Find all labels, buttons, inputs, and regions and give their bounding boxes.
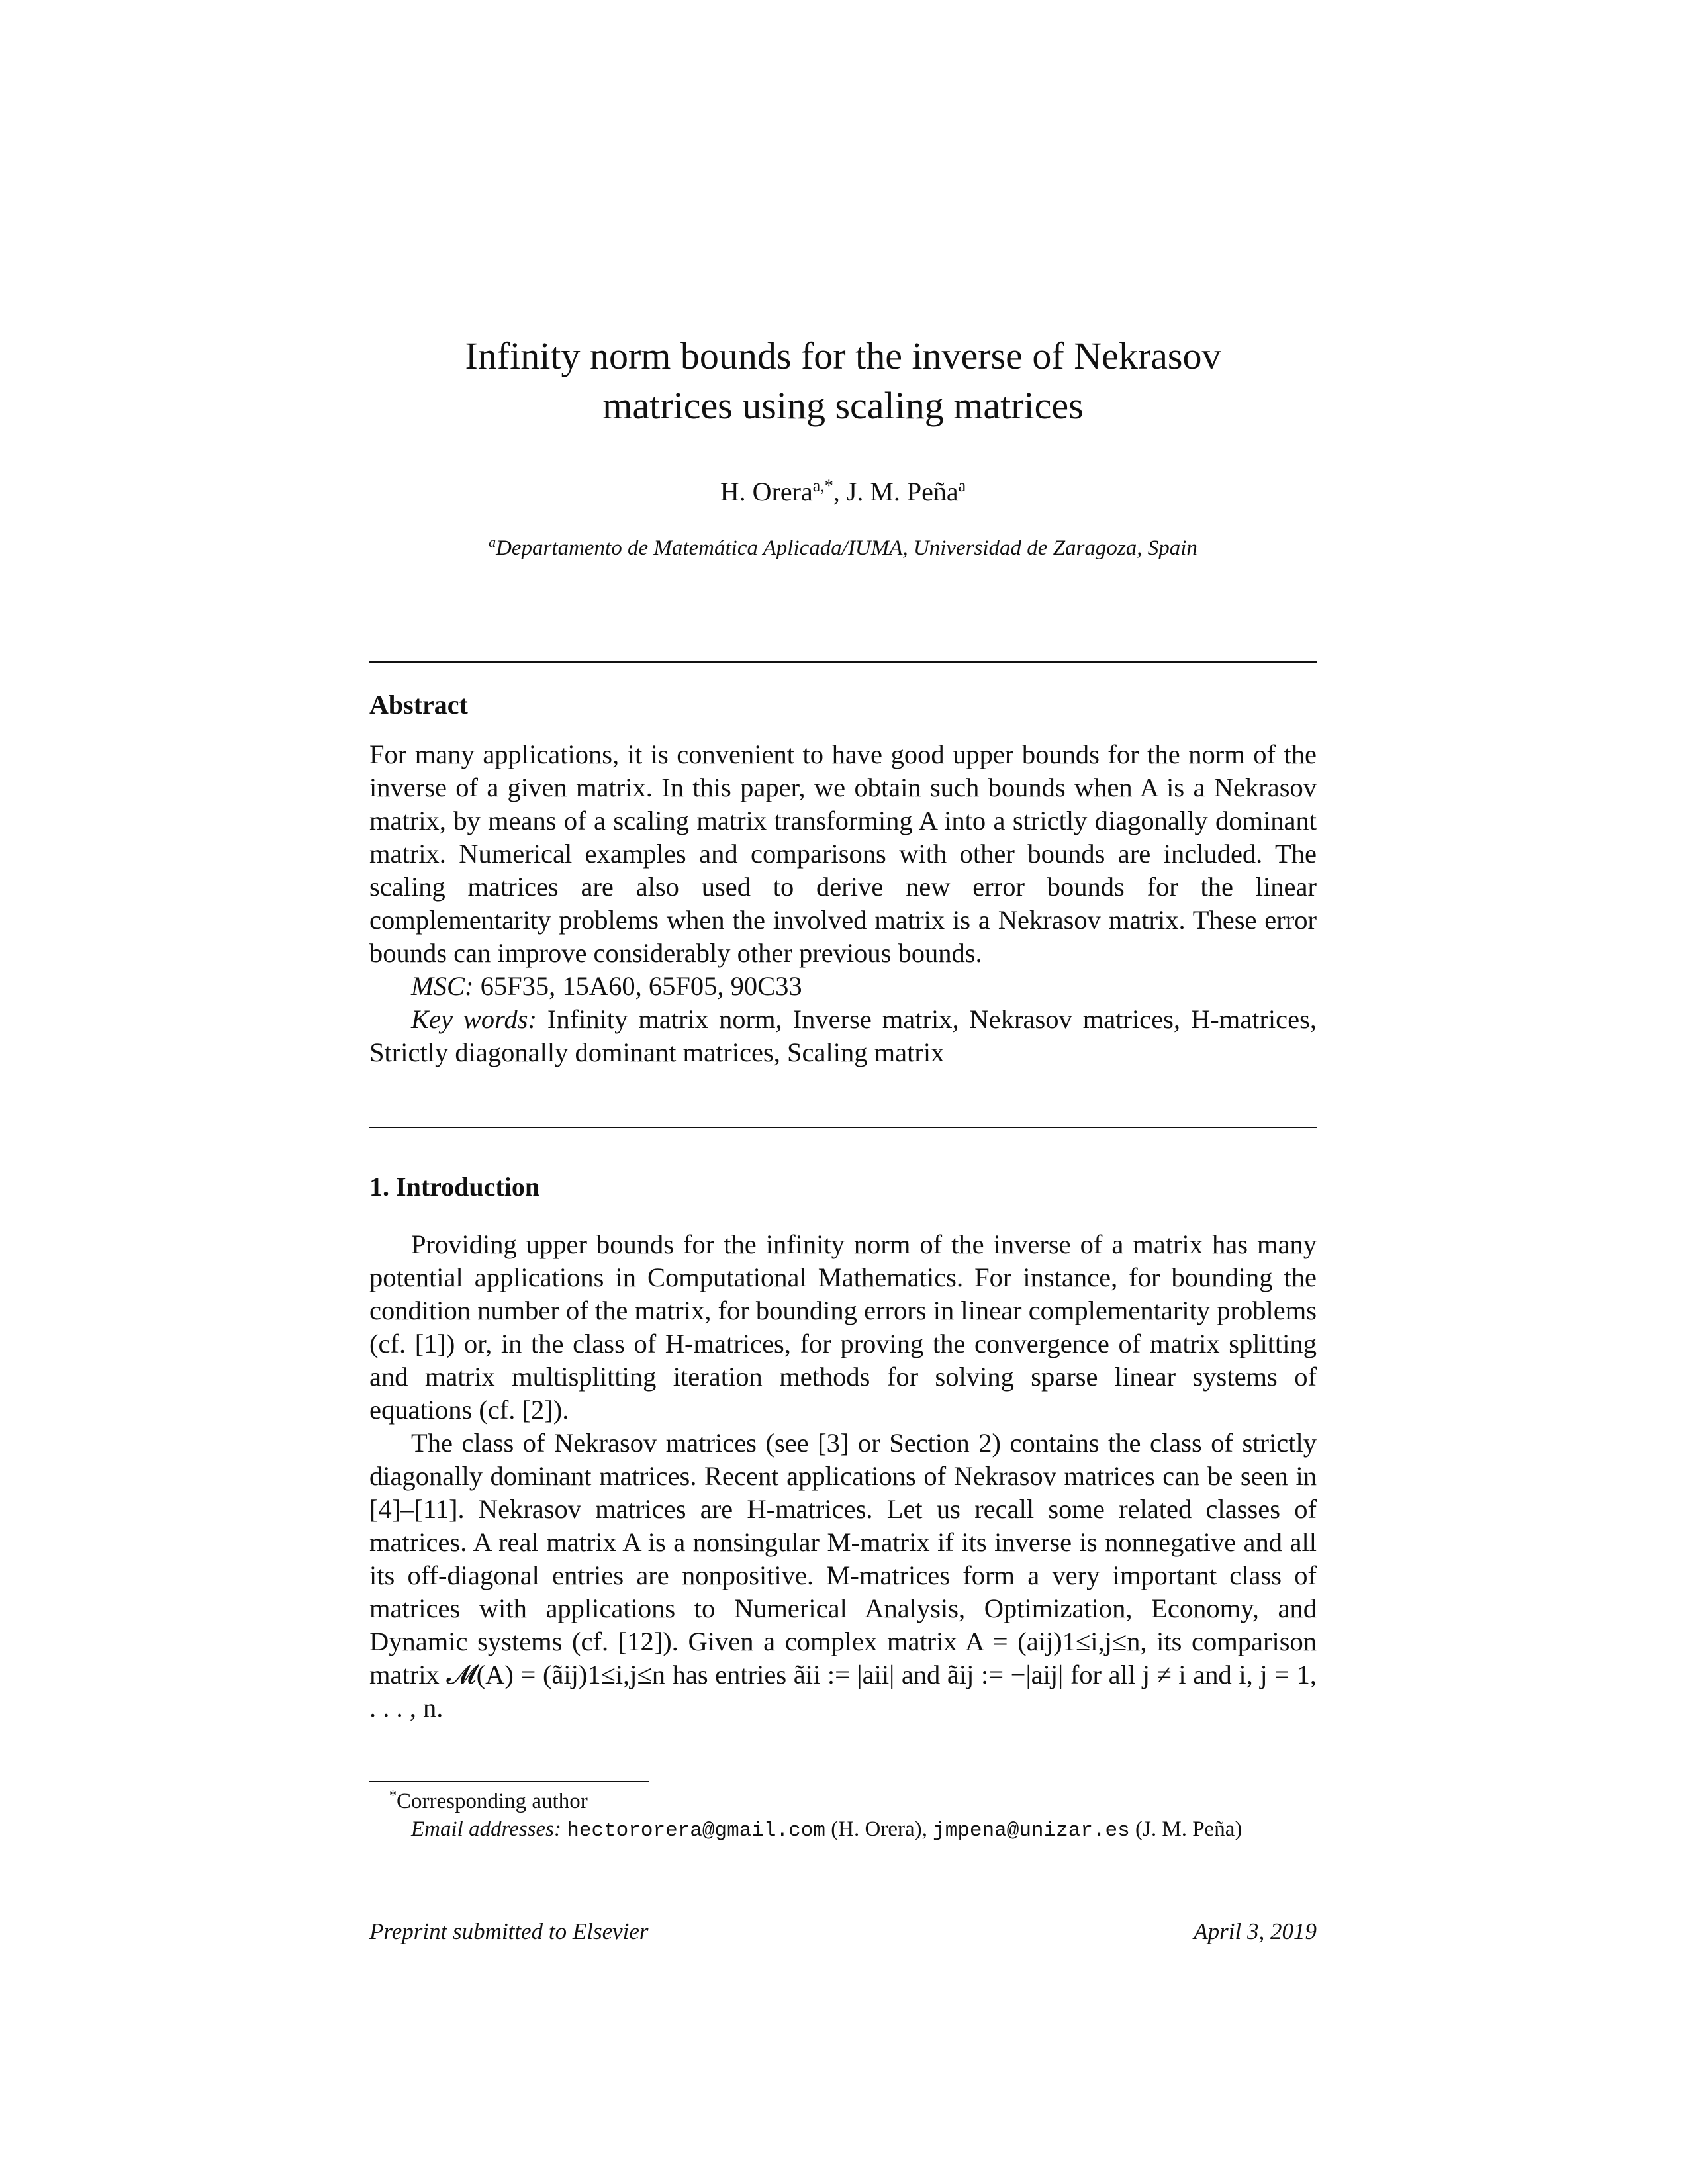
author-affiliation-mark: a <box>958 476 966 495</box>
affiliation <box>369 534 1317 563</box>
footnote-corresponding <box>369 1787 1317 1815</box>
email-owner: (H. Orera) <box>831 1817 922 1841</box>
section-heading-introduction: 1. Introduction <box>369 1172 540 1202</box>
affiliation-text: Departamento de Matemática Aplicada/IUMA, Universidad de Zaragoza, Spain <box>496 536 1197 560</box>
footnotes <box>369 1787 1317 1845</box>
author-name: H. Orera <box>720 477 813 506</box>
email-owner: (J. M. Peña) <box>1135 1817 1243 1841</box>
abstract-top-rule <box>369 661 1317 663</box>
paper-title <box>369 331 1317 430</box>
author-separator: , <box>833 477 847 506</box>
email-link-orera[interactable]: hectororera@gmail.com <box>567 1819 825 1842</box>
affiliation-mark: a <box>489 534 496 550</box>
keywords-text: Infinity matrix norm, Inverse matrix, Nekrasov matrices, H-matrices, Strictly diagonally dominant matrices, Scaling matrix <box>369 1004 1317 1067</box>
abstract-heading: Abstract <box>369 690 468 720</box>
footnote-corresponding-text: Corresponding author <box>397 1789 588 1813</box>
msc-label: MSC: <box>411 971 474 1001</box>
abstract-bottom-rule <box>369 1127 1317 1128</box>
introduction-body <box>369 1228 1317 1725</box>
email-label: Email addresses: <box>411 1817 562 1841</box>
abstract-text: For many applications, it is convenient to have good upper bounds for the norm of the inverse of a given matrix. In this paper, we obtain such bounds when A is a Nekrasov matrix, by means of a scaling matrix transforming A into a strictly diagonally dominant matrix. Numerical examples and comparisons with other bounds are included. The scaling matrices are also used to derive new error bounds for the linear complementarity problems when the involved matrix is a Nekrasov matrix. These error bounds can improve considerably other previous bounds. <box>369 739 1317 968</box>
keywords-line <box>369 1003 1317 1069</box>
page-footer <box>369 1917 1317 1946</box>
footnote-emails: Email addresses: hectororera@gmail.com (H. Orera), jmpena@unizar.es (J. M. Peña) <box>411 1817 1243 1842</box>
author-affiliation-mark: a,* <box>812 476 833 495</box>
intro-paragraph-2: The class of Nekrasov matrices (see [3] or Section 2) contains the class of strictly diagonally dominant matrices. Recent applications of Nekrasov matrices can be seen in [4]–[11]. Nekrasov matrices are H-matrices. Let us recall some related classes of matrices. A real matrix A is a nonsingular M-matrix if its inverse is nonnegative and all its off-diagonal entries are nonpositive. M-matrices form a very important class of matrices with applications to Numerical Analysis, Optimization, Economy, and Dynamic systems (cf. [12]). Given a complex matrix A = (aij)1≤i,j≤n, its comparison matrix 𝓜(A) = (ãij)1≤i,j≤n has entries ãii := |aii| and ãij := −|aij| for all j ≠ i and i, j = 1, . . . , n. <box>369 1428 1317 1723</box>
abstract-block <box>369 738 1317 1069</box>
footnote-rule <box>369 1781 649 1782</box>
intro-paragraph-1: Providing upper bounds for the infinity norm of the inverse of a matrix has many potential applications in Computational Mathematics. For instance, for bounding the condition number of the matrix, for bounding errors in linear complementarity problems (cf. [1]) or, in the class of H-matrices, for proving the convergence of matrix splitting and matrix multisplitting iteration methods for solving sparse linear systems of equations (cf. [2]). <box>369 1229 1317 1425</box>
title-line-1: Infinity norm bounds for the inverse of Nekrasov <box>465 334 1221 377</box>
keywords-label: Key words: <box>411 1004 537 1034</box>
email-link-pena[interactable]: jmpena@unizar.es <box>933 1819 1130 1842</box>
author-list <box>369 475 1317 508</box>
footer-date: April 3, 2019 <box>1194 1919 1317 1944</box>
footnote-mark: * <box>389 1787 397 1803</box>
author-name: J. M. Peña <box>846 477 959 506</box>
msc-codes: 65F35, 15A60, 65F05, 90C33 <box>480 971 802 1001</box>
title-line-2: matrices using scaling matrices <box>602 384 1084 427</box>
msc-line <box>369 970 1317 1003</box>
footer-preprint-note: Preprint submitted to Elsevier <box>369 1919 649 1944</box>
